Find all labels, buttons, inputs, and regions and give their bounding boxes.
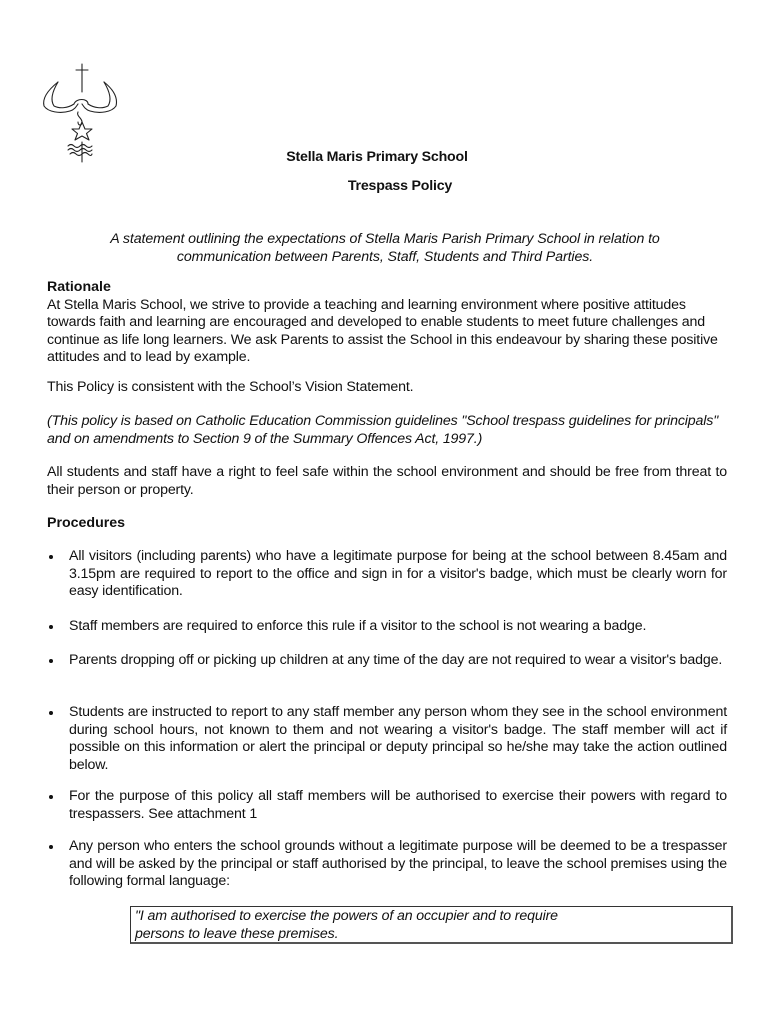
policy-basis-text: (This policy is based on Catholic Education Commission guidelines "School trespass guidelines for principals" and on amendments to Section 9 of the Summary Offences Act, 1997.) <box>47 413 719 447</box>
vision-text: This Policy is consistent with the School’s Vision Statement. <box>47 379 414 395</box>
formal-statement-line-1: "I am authorised to exercise the powers of an occupier and to require <box>135 908 558 924</box>
rationale-body: At Stella Maris School, we strive to provide a teaching and learning environment where positive attitudes towards faith and learning are encouraged and developed to enable students to meet future challenges and continue as life long learners. We ask Parents to assist the School in this endeavour by sharing these positive attitudes and to lead by example. <box>47 296 718 365</box>
policy-basis-note <box>47 413 727 448</box>
procedures-heading: Procedures <box>47 515 126 531</box>
document-title: Trespass Policy <box>347 178 453 194</box>
procedure-item: Any person who enters the school grounds without a legitimate purpose will be deemed to be a trespasser and will be asked by the principal or staff authorised by the principal, to leave the school premises using the following formal language: <box>69 838 727 889</box>
procedure-item: Students are instructed to report to any staff member any person whom they see in the school environment during school hours, not known to them and not wearing a visitor's badge. The staff member will act if possible on this information or alert the principal or deputy principal so he/she may take the action outlined below. <box>69 704 727 773</box>
rationale-heading: Rationale <box>47 279 111 295</box>
intro-statement <box>46 231 724 266</box>
procedure-item: For the purpose of this policy all staff members will be authorised to exercise their powers with regard to trespassers. See attachment 1 <box>69 788 727 822</box>
safety-statement <box>47 464 727 499</box>
procedures-heading-block <box>47 515 727 533</box>
rationale-section <box>47 279 727 367</box>
procedure-item: All visitors (including parents) who have a legitimate purpose for being at the school between 8.45am and 3.15pm are required to report to the office and sign in for a visitor's badge, which must be clearly worn for easy identification. <box>69 548 727 599</box>
formal-statement-line-2: persons to leave these premises. <box>135 925 339 942</box>
vision-statement <box>47 379 727 397</box>
safety-text: All students and staff have a right to feel safe within the school environment and should be free from threat to their person or property. <box>47 464 727 498</box>
procedure-item: Staff members are required to enforce this rule if a visitor to the school is not wearing a badge. <box>69 618 647 634</box>
intro-line-1: A statement outlining the expectations of Stella Maris Parish Primary School in relation to <box>110 231 660 247</box>
intro-line-2: communication between Parents, Staff, Students and Third Parties. <box>176 248 594 265</box>
formal-statement-box <box>130 906 733 944</box>
procedure-item: Parents dropping off or picking up children at any time of the day are not required to wear a visitor's badge. <box>69 652 723 668</box>
school-name: Stella Maris Primary School <box>286 149 468 165</box>
